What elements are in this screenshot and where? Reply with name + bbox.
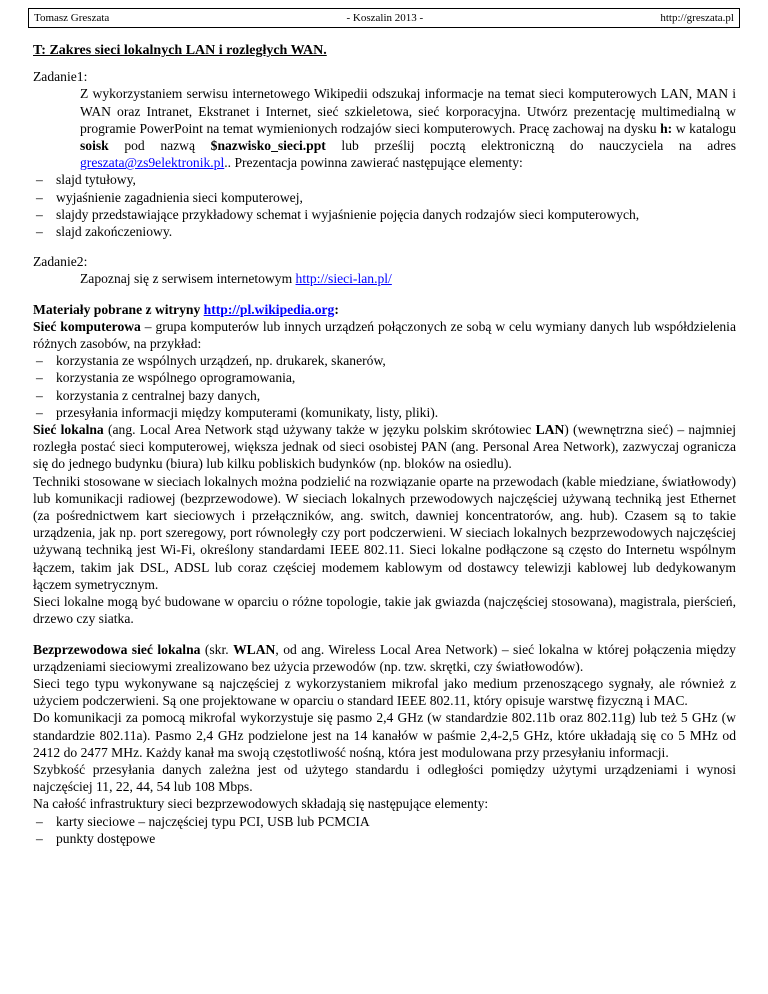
file-name: $nazwisko_sieci.ppt: [210, 138, 326, 154]
wlan-term: Bezprzewodowa sieć lokalna: [33, 641, 201, 657]
list-item: – punkty dostępowe: [33, 830, 736, 847]
wlan-paragraph: Sieci tego typu wykonywane są najczęściej z wykorzystaniem mikrofal jako medium przenoszącego sygnały, ale również z użyciem podczerwieni. Są one projektowane w oparciu o standard IEEE 802.11, który opisuje warstwę fizyczną i MAC.: [33, 675, 736, 709]
task1-paragraph: Z wykorzystaniem serwisu internetowego Wikipedii odszukaj informacje na temat sieci komputerowych LAN, MAN i WAN oraz Intranet, Ekstranet i Internet, sieć szkieletowa, sieć korporacyjna. Utwórz prezentację multimedialną w programie PowerPoint na temat wymienionych rodzajów sieci komputerowych. Pracę zachowaj na dysku h: w katalogu soisk pod nazwą $nazwisko_sieci.ppt lub prześlij pocztą elektroniczną do nauczyciela na adres greszata@zs9elektronik.pl.. Prezentacja powinna zawierać następujące elementy:: [80, 86, 736, 171]
sieci-lan-link[interactable]: http://sieci-lan.pl/: [295, 271, 392, 287]
list-item: – slajd zakończeniowy.: [33, 223, 736, 240]
lan-paragraph: Techniki stosowane w sieciach lokalnych można podzielić na rozwiązanie oparte na przewodach (kable miedziane, światłowody) lub komunikacji radiowej (bezprzewodowe). W sieciach lokalnych przewodowych najczęściej używaną techniką jest Ethernet (za pośrednictwem kart sieciowych i przełączników, ang. switch, dawniej koncentratorów, ang. hub). Czasem są to takie urządzenia, jak np. port szeregowy, port równoległy czy port podczerwieni. W sieciach lokalnych bezprzewodowych najczęściej używaną techniką jest Wi-Fi, określony standardami IEEE 802.11. Sieci lokalne podłączone są często do Internetu wspólnym łączem, takim jak DSL, ADSL lub coraz częściej modemem kablowym od dostawcy telewizji kablowej lub dedykowanym łączem symetrycznym.: [33, 473, 736, 592]
document-title: T: Zakres sieci lokalnych LAN i rozległych WAN.: [33, 43, 327, 58]
list-item: – korzystania ze wspólnego oprogramowania,: [33, 369, 736, 386]
list-item: – przesyłania informacji między komputerami (komunikaty, listy, pliki).: [33, 404, 736, 421]
header-author: Tomasz Greszata: [34, 12, 110, 24]
drive-name: h:: [660, 120, 673, 136]
list-item: – karty sieciowe – najczęściej typu PCI, USB lub PCMCIA: [33, 813, 736, 830]
lan-term: Sieć lokalna: [33, 422, 104, 438]
header-location: - Koszalin 2013 -: [346, 12, 424, 24]
document-body: [33, 42, 736, 847]
wikipedia-link[interactable]: http://pl.wikipedia.org: [203, 301, 335, 317]
lan-topology-paragraph: Sieci lokalne mogą być budowane w oparciu o różne topologie, takie jak gwiazda (najczęściej stosowana), magistrala, pierścień, drzewo czy siatka.: [33, 594, 736, 627]
network-list: [33, 352, 736, 421]
wlan-frequency-paragraph: Do komunikacji za pomocą mikrofal wykorzystuje się pasmo 2,4 GHz (w standardzie 802.11b oraz 802.11g) lub też 5 GHz (w standardzie 802.11a). Pasmo 2,4 GHz podzielone jest na 14 kanałów w paśmie 2,4-2,5 GHz, które układają się co 5 MHz od 2412 do 2477 MHz. Każdy kanał ma swoją częstotliwość nośną, która jest modulowana przy przesyłaniu informacji.: [33, 710, 736, 760]
header-website: http://greszata.pl: [660, 12, 734, 24]
task2-paragraph: Zapoznaj się z serwisem internetowym http://sieci-lan.pl/: [80, 271, 392, 287]
wlan-list: [33, 813, 736, 847]
materials-heading: Materiały pobrane z witryny http://pl.wikipedia.org:: [33, 301, 339, 317]
network-definition: Sieć komputerowa – grupa komputerów lub innych urządzeń połączonych ze sobą w celu wymiany danych lub współdzielenia różnych zasobów, na przykład:: [33, 318, 736, 352]
email-link[interactable]: greszata@zs9elektronik.pl: [80, 155, 225, 171]
folder-name: soisk: [80, 138, 109, 154]
list-item: – korzystania ze wspólnych urządzeń, np. drukarek, skanerów,: [33, 352, 736, 369]
list-item: – wyjaśnienie zagadnienia sieci komputerowej,: [33, 189, 736, 206]
list-item: – slajd tytułowy,: [33, 171, 736, 188]
task1-list: [33, 171, 736, 240]
wlan-speed-paragraph: Szybkość przesyłania danych zależna jest od użytego standardu i odległości pomiędzy użytymi urządzeniami i wynosi najczęściej 11, 22, 44, 54 lub 108 Mbps.: [33, 761, 736, 795]
page-header: [28, 8, 740, 28]
task1-label: Zadanie1:: [33, 69, 88, 85]
list-item: – korzystania z centralnej bazy danych,: [33, 387, 736, 404]
wlan-definition: Bezprzewodowa sieć lokalna (skr. WLAN, od ang. Wireless Local Area Network) – sieć lokalna w której połączenia między urządzeniami sieciowymi zrealizowano bez użycia przewodów (np. tzw. skrętki, czy światłowodów).: [33, 641, 736, 674]
list-item: – slajdy przedstawiające przykładowy schemat i wyjaśnienie pojęcia danych rodzajów sieci komputerowych,: [33, 206, 736, 223]
lan-definition: Sieć lokalna (ang. Local Area Network stąd używany także w języku polskim skrótowiec LAN) (wewnętrzna sieć) – najmniej rozległa postać sieci komputerowej, większa jednak od sieci osobistej PAN (ang. Personal Area Network), zazwyczaj ogranicza się do jednego budynku (biura) lub kilku pobliskich budynków (np. bloków na osiedlu).: [33, 422, 736, 472]
task2-label: Zadanie2:: [33, 254, 88, 270]
wlan-infrastructure-paragraph: Na całość infrastruktury sieci bezprzewodowych składają się następujące elementy:: [33, 796, 489, 812]
network-term: Sieć komputerowa: [33, 318, 141, 334]
